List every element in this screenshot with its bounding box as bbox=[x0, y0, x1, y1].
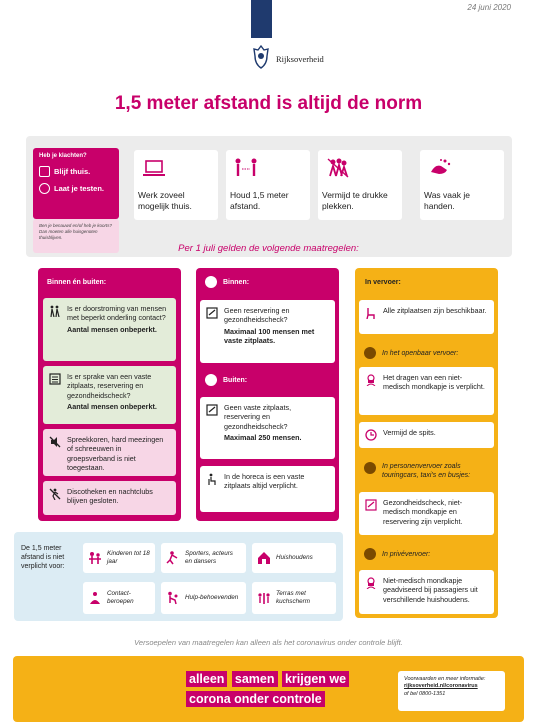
tip-text: Was vaak je handen. bbox=[424, 190, 470, 211]
contact-professions-icon bbox=[88, 591, 102, 605]
children-icon bbox=[88, 551, 102, 565]
building-icon bbox=[205, 276, 217, 288]
rule-card-no-chanting bbox=[43, 429, 176, 476]
exemption-contact-professions bbox=[83, 582, 155, 614]
rule-text: Niet-medisch mondkapje geadviseerd bij passagiers uit verschillende huishoudens. bbox=[383, 576, 478, 604]
tour-transport-heading: In personenvervoer zoals touringcars, taxi's en busjes: bbox=[382, 463, 471, 480]
slogan-line-2: corona onder controle bbox=[186, 691, 325, 707]
rule-card-inside-100 bbox=[200, 300, 335, 363]
tip-card-crowds bbox=[318, 150, 402, 220]
rule-text: In de horeca is een vaste zitplaats altijd verplicht. bbox=[224, 472, 305, 491]
exemption-text: Sporters, acteurs en dansers bbox=[185, 550, 233, 565]
seat-icon bbox=[365, 307, 377, 319]
caregivers-icon bbox=[166, 591, 180, 605]
get-tested-text: Laat je testen. bbox=[54, 184, 105, 193]
exemption-caregivers bbox=[161, 582, 246, 614]
outside-heading-row bbox=[205, 374, 247, 386]
reservation-icon bbox=[206, 404, 218, 416]
crest-icon bbox=[251, 44, 271, 70]
laptop-icon bbox=[141, 156, 167, 180]
inside-heading-row bbox=[205, 276, 249, 288]
no-shouting-icon bbox=[49, 436, 61, 448]
outside-heading: Buiten: bbox=[223, 376, 248, 384]
public-transport-heading: In het openbaar vervoer: bbox=[382, 349, 459, 357]
transport-heading: In vervoer: bbox=[365, 279, 401, 286]
rule-card-clubs-closed bbox=[43, 481, 176, 515]
crowd-icon bbox=[325, 156, 351, 180]
home-icon bbox=[39, 166, 50, 177]
complaints-note: Ben je benauwd en/of heb je koorts? Dan moeten alle huisgenoten thuisblijven. bbox=[33, 219, 119, 253]
checklist-icon bbox=[49, 373, 61, 385]
rule-text: Gezondheidscheck, niet-medisch mondkapje en reservering zijn verplicht. bbox=[383, 498, 463, 526]
exemption-text: Terras met kuchscherm bbox=[276, 590, 310, 605]
slogan-word-1: alleen bbox=[186, 671, 227, 687]
rule-card-mask-public bbox=[359, 367, 494, 415]
face-mask-icon bbox=[365, 577, 377, 589]
rule-text: Is er doorstroming van mensen met beperkt onderling contact? Aantal mensen onbeperkt. bbox=[67, 304, 167, 334]
bus-icon bbox=[364, 462, 376, 474]
rule-text: Geen vaste zitplaats, reservering en gezondheidscheck? Maximaal 250 mensen. bbox=[224, 403, 302, 443]
brand-name: Rijksoverheid bbox=[276, 54, 324, 64]
handwash-icon bbox=[427, 156, 453, 180]
tip-card-distance bbox=[226, 150, 310, 220]
rule-card-horeca bbox=[200, 466, 335, 512]
stay-home-line bbox=[39, 166, 113, 177]
rule-text: Is er sprake van een vaste zitplaats, reservering en gezondheidscheck? Aantal mensen onbeperkt. bbox=[67, 372, 157, 412]
rule-text: Het dragen van een niet-medisch mondkapje is verplicht. bbox=[383, 373, 485, 392]
info-phone: of bel 0800-1351 bbox=[404, 690, 446, 697]
walking-people-icon bbox=[49, 305, 61, 317]
exemption-terrace-screen bbox=[252, 582, 336, 614]
rule-card-flow bbox=[43, 298, 176, 361]
slogan-word-2: samen bbox=[232, 671, 278, 687]
stay-home-text: Blijf thuis. bbox=[54, 167, 91, 176]
tip-text: Houd 1,5 meter afstand. bbox=[230, 190, 289, 211]
household-icon bbox=[257, 551, 271, 565]
complaints-box bbox=[33, 148, 119, 219]
exemptions-label: De 1,5 meter afstand is niet verplicht voor: bbox=[21, 545, 65, 571]
private-transport-heading-row bbox=[364, 548, 430, 560]
rule-card-private-mask bbox=[359, 570, 494, 614]
inside-outside-heading: Binnen én buiten: bbox=[47, 279, 107, 286]
no-dancing-icon bbox=[49, 488, 61, 500]
public-transport-heading-row bbox=[364, 347, 458, 359]
exemption-households bbox=[252, 543, 336, 573]
clock-icon bbox=[365, 429, 377, 441]
measures-subtitle: Per 1 juli gelden de volgende maatregelen: bbox=[178, 243, 359, 254]
slogan-word-3: krijgen we bbox=[282, 671, 349, 687]
inside-heading: Binnen: bbox=[223, 278, 250, 286]
rule-card-tour-check bbox=[359, 492, 494, 535]
page-title: 1,5 meter afstand is altijd de norm bbox=[114, 93, 423, 114]
private-transport-heading: In privévervoer: bbox=[382, 550, 431, 558]
footnote: Versoepelen van maatregelen kan alleen als het coronavirus onder controle blijft. bbox=[134, 638, 403, 647]
rule-text: Discotheken en nachtclubs blijven gesloten. bbox=[67, 487, 153, 506]
logo-bar bbox=[251, 0, 272, 38]
tip-card-work-home bbox=[134, 150, 218, 220]
rule-card-all-seats bbox=[359, 300, 494, 334]
exemption-text: Kinderen tot 18 jaar bbox=[107, 550, 150, 565]
face-mask-icon bbox=[365, 374, 377, 386]
screen-icon bbox=[257, 591, 271, 605]
rule-text: Spreekkoren, hard meezingen of schreeuwen in groepsverband is niet toegestaan. bbox=[67, 435, 164, 473]
tour-transport-heading-row bbox=[364, 462, 494, 480]
exemption-text: Huishoudens bbox=[276, 554, 313, 562]
rule-text: Geen reservering en gezondheidscheck? Maximaal 100 mensen met vaste zitplaats. bbox=[224, 306, 315, 346]
slogan bbox=[186, 670, 349, 710]
tree-icon bbox=[205, 374, 217, 386]
exemption-text: Contact-beroepen bbox=[107, 590, 134, 605]
exemption-performers bbox=[161, 543, 246, 573]
distance-icon bbox=[233, 156, 259, 180]
rule-card-fixed-seat bbox=[43, 366, 176, 424]
seated-person-icon bbox=[206, 473, 218, 485]
info-box bbox=[398, 671, 505, 711]
rule-card-avoid-rush bbox=[359, 422, 494, 448]
tip-card-wash-hands bbox=[420, 150, 504, 220]
rule-text: Vermijd de spits. bbox=[383, 428, 436, 437]
test-icon bbox=[39, 183, 50, 194]
tip-text: Werk zoveel mogelijk thuis. bbox=[138, 190, 192, 211]
exemption-text: Hulp-behoevenden bbox=[185, 594, 239, 602]
info-line: Voorwaarden en meer informatie: bbox=[404, 676, 486, 682]
performers-icon bbox=[166, 551, 180, 565]
rule-card-outside-250 bbox=[200, 397, 335, 459]
get-tested-line bbox=[39, 183, 113, 194]
info-url-link[interactable]: rijksoverheid.nl/coronavirus bbox=[404, 683, 478, 690]
train-icon bbox=[364, 347, 376, 359]
rule-text: Alle zitplaatsen zijn beschikbaar. bbox=[383, 306, 487, 315]
publish-date: 24 juni 2020 bbox=[467, 3, 511, 12]
tip-text: Vermijd te drukke plekken. bbox=[322, 190, 388, 211]
reservation-icon bbox=[365, 499, 377, 511]
complaints-heading: Heb je klachten? bbox=[39, 153, 87, 159]
car-icon bbox=[364, 548, 376, 560]
exemption-children bbox=[83, 543, 155, 573]
reservation-icon bbox=[206, 307, 218, 319]
